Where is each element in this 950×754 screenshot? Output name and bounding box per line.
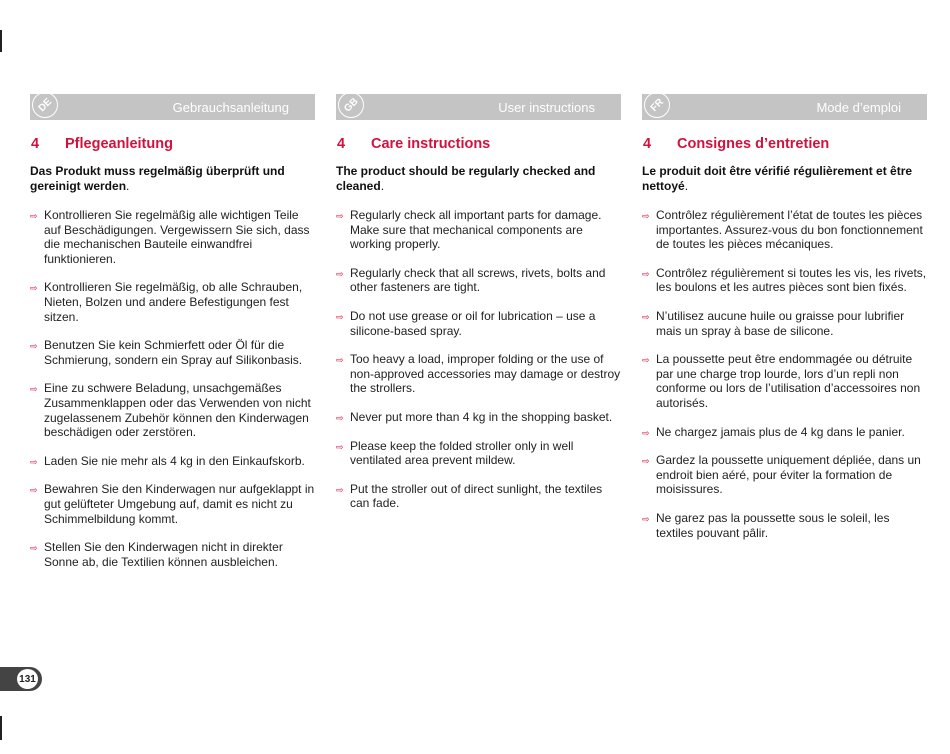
list-item: [642, 208, 927, 252]
list-item: [30, 482, 315, 526]
section-number: 4: [31, 136, 40, 152]
list-item-text: Kontrollieren Sie regelmäßig alle wichtigen Teile auf Beschädigungen. Vergewissern Sie sich, dass die mechanischen Bauteile einwandfrei funktionieren.: [44, 208, 310, 266]
list-item: [336, 482, 621, 511]
section-heading: [336, 136, 621, 156]
bar-title: Mode d’emploi: [816, 100, 901, 115]
section-number: 4: [643, 136, 652, 152]
list-item: [336, 208, 621, 252]
arrow-bullet-icon: ⇨: [642, 456, 650, 467]
section-title: Consignes d’entretien: [677, 136, 830, 152]
list-item: [30, 280, 315, 324]
page-number-tab: [0, 667, 42, 691]
list-item: [642, 425, 927, 440]
list-item: [336, 439, 621, 468]
arrow-bullet-icon: ⇨: [642, 268, 650, 279]
arrow-bullet-icon: ⇨: [642, 211, 650, 221]
header-bar-de: [30, 94, 315, 120]
list-item: [336, 410, 621, 425]
list-item-text: Contrôlez régulièrement l’état de toutes les pièces importantes. Assurez-vous du bon fonctionnement de toutes les pièces mécaniques.: [656, 208, 923, 252]
arrow-bullet-icon: ⇨: [336, 268, 344, 279]
list-item: [642, 309, 927, 338]
arrow-bullet-icon: ⇨: [336, 412, 344, 423]
list-item: [642, 266, 927, 295]
intro-text: [336, 164, 621, 194]
arrow-bullet-icon: ⇨: [30, 543, 38, 554]
list-item-text: N’utilisez aucune huile ou graisse pour lubrifier mais un spray à base de silicone.: [656, 308, 905, 338]
column-de: [30, 94, 315, 583]
list-item: [642, 511, 927, 540]
intro-period: .: [380, 179, 385, 193]
care-list: [336, 208, 621, 511]
arrow-bullet-icon: ⇨: [642, 355, 650, 366]
list-item-text: Laden Sie nie mehr als 4 kg in den Einkaufskorb.: [44, 453, 305, 468]
arrow-bullet-icon: ⇨: [642, 311, 650, 322]
arrow-bullet-icon: ⇨: [336, 211, 344, 221]
list-item-text: Ne garez pas la poussette sous le soleil, les textiles pouvant pâlir.: [656, 510, 890, 540]
list-item-text: Contrôlez régulièrement si toutes les vis, les rivets, les boulons et les autres pièces sont bien fixés.: [656, 265, 927, 295]
arrow-bullet-icon: ⇨: [30, 384, 38, 395]
section-heading: [30, 136, 315, 156]
list-item-text: Too heavy a load, improper folding or the use of non-approved accessories may damage or destroy the strollers.: [350, 352, 621, 396]
section-title: Care instructions: [371, 136, 491, 152]
list-item: [30, 454, 315, 469]
list-item-text: Stellen Sie den Kinderwagen nicht in direkter Sonne ab, die Textilien können ausbleichen.: [44, 540, 283, 569]
list-item: [642, 352, 927, 410]
list-item-text: Gardez la poussette uniquement dépliée, dans un endroit bien aéré, pour éviter la formation de moisissures.: [656, 453, 921, 497]
list-item-text: Put the stroller out of direct sunlight, the textiles can fade.: [350, 481, 603, 511]
intro-period: .: [126, 179, 130, 193]
care-list: [642, 208, 927, 540]
column-gb: [336, 94, 621, 525]
list-item-text: Never put more than 4 kg in the shopping basket.: [350, 409, 613, 424]
intro-text: [642, 164, 927, 194]
list-item-text: Please keep the folded stroller only in well ventilated area prevent mildew.: [350, 438, 574, 468]
intro-bold: The product should be regularly checked and cleaned: [336, 164, 596, 193]
list-item: [30, 381, 315, 439]
crop-mark-top: [0, 30, 2, 52]
list-item: [642, 453, 927, 497]
care-list: [30, 208, 315, 569]
section-title: Pflegeanleitung: [65, 136, 173, 152]
arrow-bullet-icon: ⇨: [336, 311, 344, 322]
header-bar-fr: [642, 94, 927, 120]
list-item: [336, 309, 621, 338]
list-item-text: Bewahren Sie den Kinderwagen nur aufgeklappt in gut gelüfteter Umgebung auf, damit es nicht zu Schimmelbildung kommt.: [44, 482, 315, 526]
list-item: [30, 338, 315, 367]
arrow-bullet-icon: ⇨: [30, 456, 38, 467]
language-badge-icon: FR: [639, 87, 676, 124]
arrow-bullet-icon: ⇨: [30, 283, 38, 294]
list-item-text: Regularly check all important parts for damage. Make sure that mechanical components are working properly.: [350, 208, 602, 252]
header-bar-gb: [336, 94, 621, 120]
list-item-text: Regularly check that all screws, rivets, bolts and other fasteners are tight.: [350, 265, 606, 295]
list-item-text: La poussette peut être endommagée ou détruite par une charge trop lourde, lors d’un repli non conforme ou lors de l’utilisation d’accessoires non autorisés.: [656, 352, 921, 410]
list-item-text: Benutzen Sie kein Schmierfett oder Öl für die Schmierung, sondern ein Spray auf Silikonbasis.: [44, 338, 303, 367]
arrow-bullet-icon: ⇨: [30, 485, 38, 496]
section-heading: [642, 136, 927, 156]
arrow-bullet-icon: ⇨: [336, 355, 344, 366]
crop-mark-bottom: [0, 716, 2, 740]
column-fr: [642, 94, 927, 554]
list-item: [30, 540, 315, 569]
list-item-text: Kontrollieren Sie regelmäßig, ob alle Schrauben, Nieten, Bolzen und andere Befestigungen fest sitzen.: [44, 280, 303, 324]
language-badge-icon: DE: [27, 87, 64, 124]
intro-text: [30, 164, 315, 194]
arrow-bullet-icon: ⇨: [336, 484, 344, 495]
intro-bold: Le produit doit être vérifié régulièrement et être nettoyé: [642, 164, 913, 193]
page-number: 131: [17, 669, 38, 689]
list-item: [30, 208, 315, 266]
list-item: [336, 352, 621, 396]
intro-period: .: [684, 179, 689, 193]
arrow-bullet-icon: ⇨: [336, 441, 344, 452]
arrow-bullet-icon: ⇨: [642, 427, 650, 438]
bar-title: Gebrauchsanleitung: [172, 100, 289, 115]
list-item: [336, 266, 621, 295]
intro-bold: Das Produkt muss regelmäßig überprüft und gereinigt werden: [30, 164, 285, 193]
bar-title: User instructions: [498, 100, 595, 115]
list-item-text: Do not use grease or oil for lubrication – use a silicone-based spray.: [350, 308, 596, 338]
section-number: 4: [337, 136, 346, 152]
arrow-bullet-icon: ⇨: [642, 513, 650, 524]
arrow-bullet-icon: ⇨: [30, 341, 38, 352]
list-item-text: Eine zu schwere Beladung, unsachgemäßes Zusammenklappen oder das Verwenden von nicht zugelassenem Zubehör können den Kinderwagen beschädigen oder zerstören.: [44, 381, 311, 440]
language-badge-icon: GB: [333, 87, 370, 124]
list-item-text: Ne chargez jamais plus de 4 kg dans le panier.: [656, 424, 905, 439]
arrow-bullet-icon: ⇨: [30, 211, 38, 221]
